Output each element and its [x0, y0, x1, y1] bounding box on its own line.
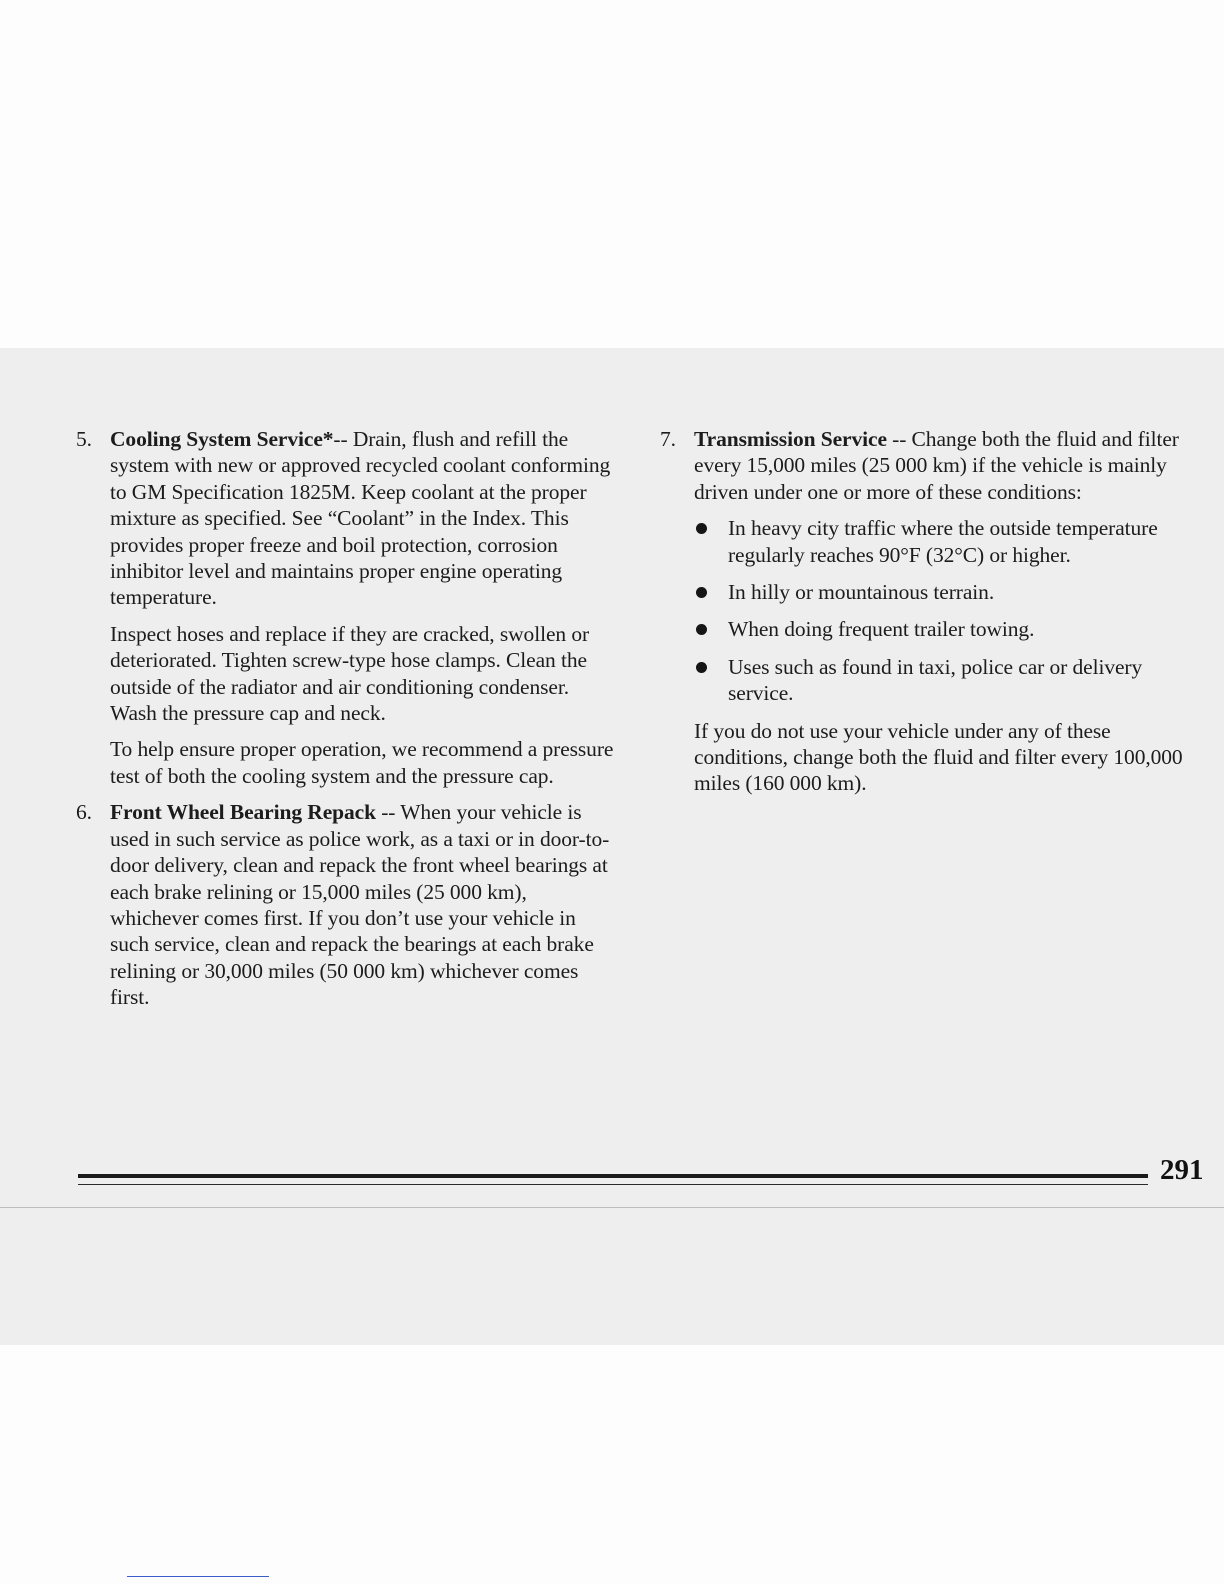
footer-rule-thick: [78, 1174, 1148, 1178]
item-6-paragraph: [110, 799, 620, 1010]
page-number: 291: [1160, 1154, 1204, 1186]
corner-mark: [127, 1576, 269, 1577]
bullet-icon: [696, 523, 707, 534]
bullet-icon: [696, 662, 707, 673]
list-item-text: In heavy city traffic where the outside temperature regularly reaches 90°F (32°C) or higher.: [728, 516, 1158, 567]
maintenance-item-5: [74, 426, 620, 789]
list-item: [694, 515, 1203, 568]
item-5-hoses-paragraph: Inspect hoses and replace if they are cracked, swollen or deteriorated. Tighten screw-type hose clamps. Clean the outside of the radiator and air conditioning condenser. Wash the pressure cap and neck.: [110, 621, 590, 726]
item-title: Transmission Service: [694, 427, 887, 451]
item-body: [110, 799, 620, 1010]
left-column: [74, 426, 620, 1011]
item-number: 5.: [76, 427, 92, 451]
right-column: [658, 426, 1203, 797]
footer-rule-thin: [78, 1184, 1148, 1185]
bullet-icon: [696, 587, 707, 598]
item-number: 7.: [660, 427, 676, 451]
item-number: 6.: [76, 800, 92, 825]
item-5-intro: [110, 426, 620, 611]
item-body: [694, 426, 1203, 797]
list-item: [694, 579, 1203, 605]
item-lead-text: -- Change both the fluid and filter every 15,000 miles (25 000 km) if the vehicle is mainly driven under one or more of these conditions:: [694, 427, 1179, 504]
item-title: Cooling System Service*: [110, 427, 334, 451]
scan-edge-divider: [0, 1207, 1224, 1208]
item-lead-text: -- Drain, flush and refill the system with new or approved recycled coolant conforming to GM Specification 1825M. Keep coolant at the proper mixture as specified. See “Coolant” in the Index. This provides proper freeze and boil protection, corrosion inhibitor level and maintains proper engine operating temperature.: [110, 427, 611, 610]
list-item: [694, 616, 1203, 642]
item-lead-text: -- When your vehicle is used in such service as police work, as a taxi or in door-to-door delivery, clean and repack the front wheel bearings at each brake relining or 15,000 miles (25 000 km), whichever comes first. If you don’t use your vehicle in such service, clean and repack the bearings at each brake relining or 30,000 miles (50 000 km) whichever comes first.: [110, 800, 610, 1010]
maintenance-item-7: [658, 426, 1203, 797]
list-item: [694, 654, 1203, 707]
item-5-pressure-test-paragraph: To help ensure proper operation, we recommend a pressure test of both the cooling system and the pressure cap.: [110, 737, 614, 788]
item-7-closing-paragraph: If you do not use your vehicle under any of these conditions, change both the fluid and filter every 100,000 miles (160 000 km).: [694, 718, 1183, 796]
conditions-list: [694, 515, 1203, 706]
item-body: [110, 426, 620, 789]
maintenance-item-6: [74, 799, 620, 1010]
item-7-intro: [694, 426, 1203, 505]
list-item-text: When doing frequent trailer towing.: [728, 617, 1035, 642]
bullet-icon: [696, 624, 707, 635]
item-title: Front Wheel Bearing Repack: [110, 800, 376, 825]
list-item-text: Uses such as found in taxi, police car or delivery service.: [728, 654, 1143, 706]
list-item-text: In hilly or mountainous terrain.: [728, 580, 995, 605]
